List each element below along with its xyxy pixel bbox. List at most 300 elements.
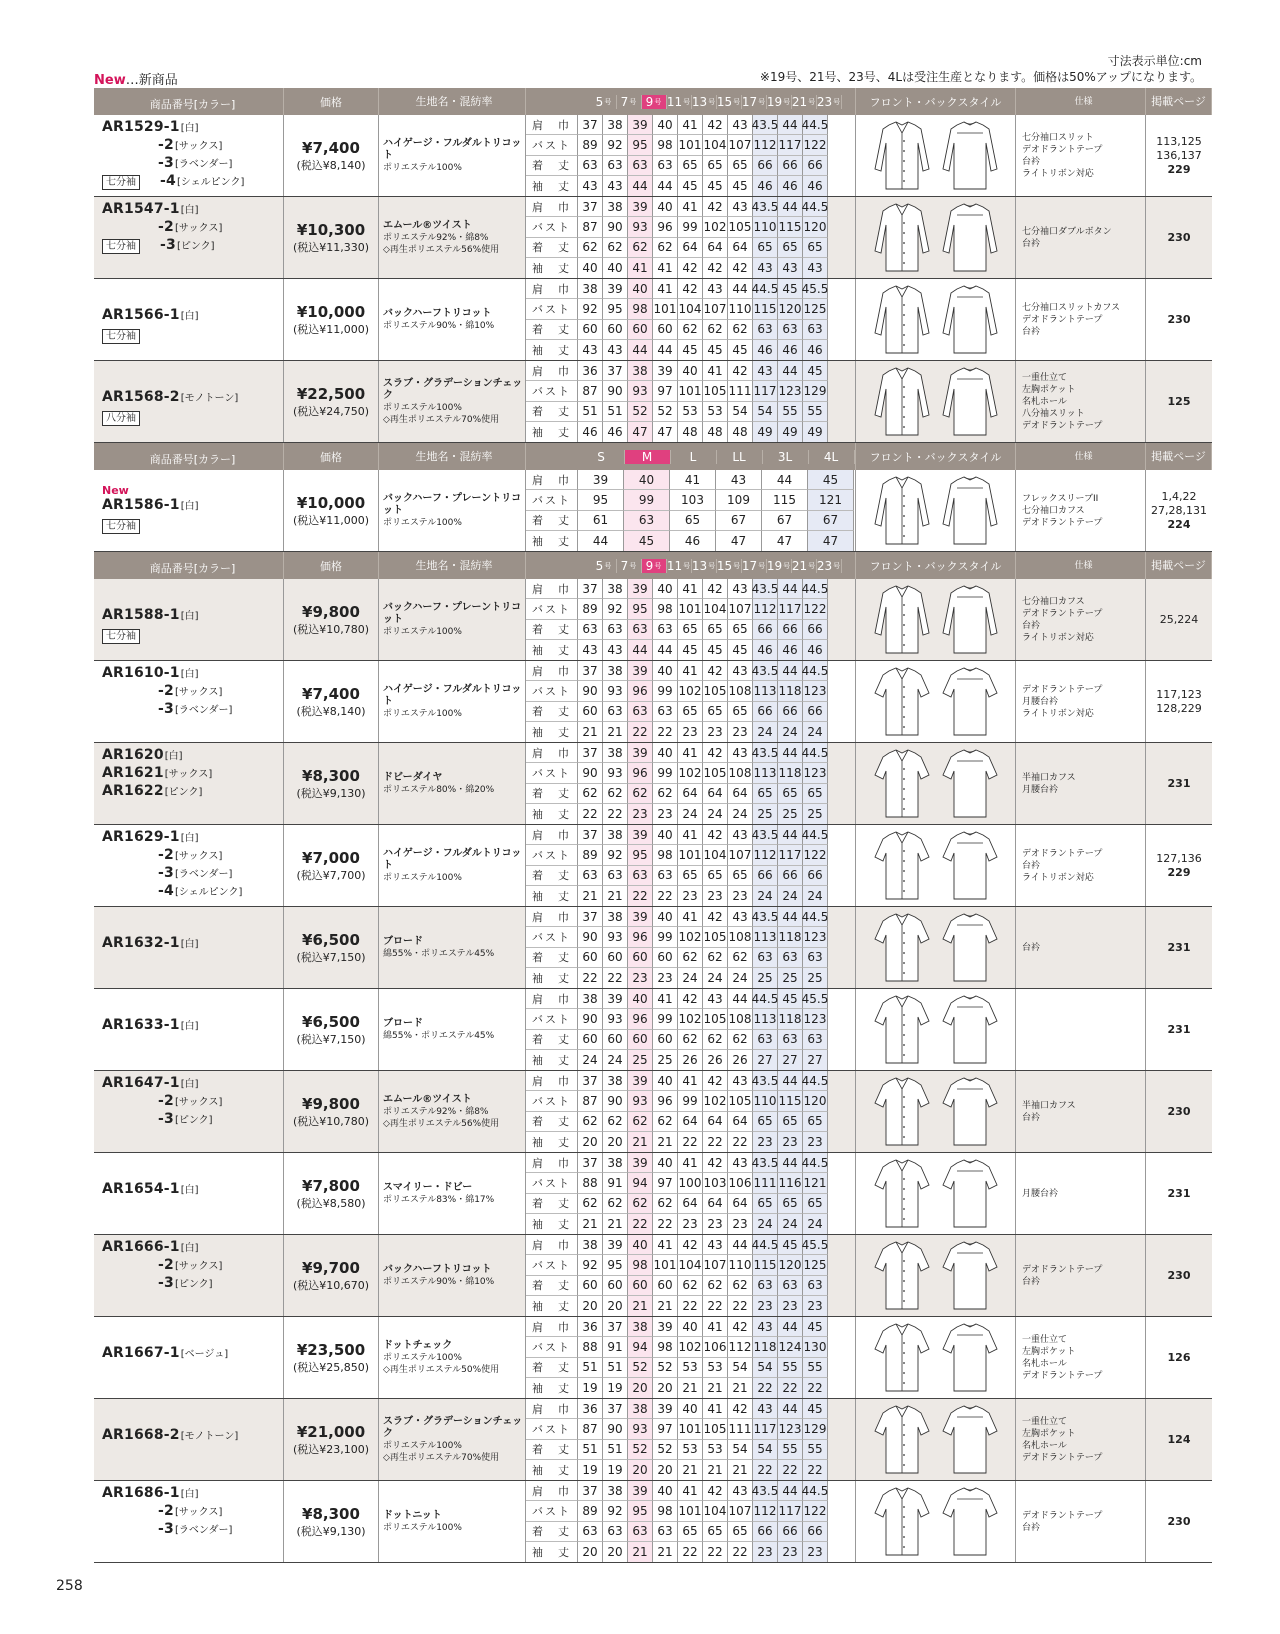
product-code: -3 <box>158 1111 174 1127</box>
spec-item: 名札ホール <box>1022 1358 1067 1369</box>
back-style-icon <box>939 1403 1001 1477</box>
size-row <box>526 845 855 865</box>
size-value: 62 <box>678 948 703 968</box>
size-value: 38 <box>628 361 653 381</box>
size-value: 90 <box>603 1419 628 1439</box>
size-value: 65 <box>678 866 703 886</box>
product-row <box>94 1153 1212 1235</box>
price-tax: (税込¥7,150) <box>296 950 366 964</box>
size-value: 107 <box>728 1501 753 1521</box>
product-code-line <box>102 389 283 407</box>
size-value: 98 <box>653 1501 678 1521</box>
size-value: 117 <box>778 135 803 155</box>
pages-cell <box>1146 361 1212 442</box>
size-value: 27 <box>753 1050 778 1070</box>
fabric-cell <box>379 1071 526 1152</box>
size-grid <box>526 361 856 442</box>
size-row <box>526 784 855 804</box>
size-value: 40 <box>678 361 703 381</box>
spec-item: ライトリボン対応 <box>1022 708 1094 719</box>
size-row <box>526 470 855 490</box>
size-grid <box>526 470 856 551</box>
size-value: 39 <box>578 470 624 490</box>
page-ref-bold: 230 <box>1167 1104 1191 1118</box>
size-suffix: 号 <box>654 561 662 570</box>
size-value: 24 <box>703 968 728 988</box>
size-value: 54 <box>753 1440 778 1460</box>
product-code: -2 <box>158 847 174 863</box>
size-value: 23 <box>728 722 753 742</box>
size-value: 90 <box>578 927 603 947</box>
size-value: 43.5 <box>753 661 778 681</box>
spec-cell <box>1016 1399 1146 1480</box>
size-value: 62 <box>578 1194 603 1214</box>
page-ref: 113,125 <box>1156 134 1202 148</box>
fabric-mix: ポリエステル80%・綿20% <box>383 784 495 795</box>
size-label: 袖 丈 <box>526 886 578 906</box>
size-suffix: 号 <box>708 561 716 570</box>
size-value: 22 <box>703 1296 728 1316</box>
fabric-name: ブロード <box>383 1017 423 1029</box>
size-value: 64 <box>678 238 703 258</box>
size-header-15: 15 号 <box>716 558 741 573</box>
size-value: 64 <box>678 1112 703 1132</box>
size-value: 44.5 <box>803 115 828 135</box>
product-code-line <box>102 1521 283 1539</box>
size-row <box>526 402 855 422</box>
fabric-cell <box>379 361 526 442</box>
size-label: 着 丈 <box>526 402 578 422</box>
size-value: 112 <box>728 1337 753 1357</box>
header-fabric: 生地名・混紡率 <box>379 88 526 115</box>
fabric-mix: ポリエステル100% <box>383 517 462 528</box>
size-value: 44 <box>778 825 803 845</box>
size-value: 39 <box>603 989 628 1009</box>
size-value: 64 <box>703 784 728 804</box>
size-header-9: 9 号 <box>642 95 667 109</box>
size-value: 23 <box>703 1214 728 1234</box>
header-style: フロント・バックスタイル <box>856 443 1016 470</box>
size-value: 62 <box>628 1194 653 1214</box>
size-value: 104 <box>703 135 728 155</box>
size-value: 90 <box>578 1009 603 1029</box>
size-value: 107 <box>728 845 753 865</box>
size-label: 袖 丈 <box>526 1050 578 1070</box>
size-value: 49 <box>753 422 778 442</box>
size-value: 113 <box>753 927 778 947</box>
size-value: 25 <box>753 968 778 988</box>
pages-cell <box>1146 1071 1212 1152</box>
size-value: 89 <box>578 135 603 155</box>
new-legend <box>94 69 178 88</box>
size-value: 39 <box>653 1399 678 1419</box>
size-value: 63 <box>628 620 653 640</box>
size-value: 37 <box>603 1317 628 1337</box>
size-value: 63 <box>803 1276 828 1296</box>
size-value: 129 <box>803 1419 828 1439</box>
size-value: 42 <box>678 279 703 299</box>
size-label: バスト <box>526 381 578 401</box>
size-value: 91 <box>603 1173 628 1193</box>
size-value: 62 <box>728 948 753 968</box>
size-value: 63 <box>578 1522 603 1542</box>
sleeve-tag: 七分袖 <box>102 519 140 534</box>
front-style-icon <box>871 747 933 821</box>
size-value: 62 <box>578 238 603 258</box>
pages-cell <box>1146 279 1212 360</box>
size-value: 65 <box>703 702 728 722</box>
size-label: バスト <box>526 1337 578 1357</box>
fabric-cell <box>379 579 526 660</box>
product-color: [白] <box>180 1079 199 1090</box>
size-value: 43.5 <box>753 579 778 599</box>
size-value: 23 <box>778 1296 803 1316</box>
size-value: 26 <box>703 1050 728 1070</box>
size-value: 122 <box>803 599 828 619</box>
size-value: 63 <box>803 1030 828 1050</box>
size-value: 62 <box>728 1276 753 1296</box>
size-value: 55 <box>778 402 803 422</box>
size-value: 44 <box>628 176 653 196</box>
product-row <box>94 1235 1212 1317</box>
size-value: 87 <box>578 1091 603 1111</box>
size-row <box>526 1050 855 1070</box>
size-value: 43 <box>603 640 628 660</box>
size-value: 95 <box>628 845 653 865</box>
size-value: 44 <box>628 340 653 360</box>
size-grid <box>526 1481 856 1562</box>
size-value: 24 <box>778 886 803 906</box>
size-label: 着 丈 <box>526 320 578 340</box>
size-label: 肩 巾 <box>526 825 578 845</box>
front-style-icon <box>871 993 933 1067</box>
size-value: 24 <box>803 886 828 906</box>
size-value: 41 <box>653 1235 678 1255</box>
page-ref-bold: 224 <box>1167 517 1191 531</box>
size-value: 44.5 <box>803 661 828 681</box>
spec-item: デオドラントテープ <box>1022 314 1103 325</box>
spec-cell <box>1016 661 1146 742</box>
size-row <box>526 176 855 196</box>
size-value: 51 <box>578 402 603 422</box>
table-header <box>94 443 1212 470</box>
size-value: 39 <box>628 1153 653 1173</box>
size-value: 42 <box>703 579 728 599</box>
product-color: [ピンク] <box>174 1279 213 1290</box>
size-label: 着 丈 <box>526 238 578 258</box>
size-value: 62 <box>603 1194 628 1214</box>
price-cell <box>284 197 379 278</box>
size-label: バスト <box>526 490 578 510</box>
size-value: 41 <box>628 258 653 278</box>
size-value: 22 <box>653 886 678 906</box>
size-value: 54 <box>753 402 778 422</box>
size-value: 39 <box>628 197 653 217</box>
fabric-cell <box>379 470 526 551</box>
size-row <box>526 927 855 947</box>
size-label: 肩 巾 <box>526 279 578 299</box>
size-value: 123 <box>803 1009 828 1029</box>
front-style-icon <box>871 201 933 275</box>
size-value: 39 <box>628 1481 653 1501</box>
size-label: バスト <box>526 1173 578 1193</box>
size-label: 着 丈 <box>526 1194 578 1214</box>
size-value: 40 <box>653 1481 678 1501</box>
size-value: 41 <box>653 989 678 1009</box>
size-value: 63 <box>653 702 678 722</box>
size-value: 63 <box>624 511 670 531</box>
size-value: 65 <box>678 1522 703 1542</box>
size-value: 36 <box>578 1399 603 1419</box>
size-value: 43 <box>578 176 603 196</box>
price: ¥7,000 <box>302 848 360 867</box>
size-header-21: 21 号 <box>791 94 816 109</box>
size-value: 42 <box>728 258 753 278</box>
spec-item: デオドラントテープ <box>1022 1264 1103 1275</box>
spec-cell <box>1016 1235 1146 1316</box>
product-code-line <box>102 1345 283 1363</box>
size-value: 42 <box>728 361 753 381</box>
size-value: 40 <box>603 258 628 278</box>
size-value: 43 <box>753 1317 778 1337</box>
size-value: 40 <box>653 1071 678 1091</box>
size-value: 60 <box>653 320 678 340</box>
size-value: 43 <box>728 115 753 135</box>
size-value: 37 <box>578 907 603 927</box>
size-row <box>526 1235 855 1255</box>
size-value: 92 <box>578 299 603 319</box>
size-suffix: 号 <box>683 97 691 106</box>
size-value: 60 <box>603 948 628 968</box>
size-value: 98 <box>628 1255 653 1275</box>
size-value: 25 <box>753 804 778 824</box>
size-value: 65 <box>728 156 753 176</box>
size-row <box>526 1030 855 1050</box>
size-grid <box>526 197 856 278</box>
fabric-mix: ポリエステル100% <box>383 1352 462 1363</box>
size-value: 63 <box>578 156 603 176</box>
size-value: 89 <box>578 599 603 619</box>
size-header-5: 5 号 <box>592 95 617 109</box>
front-style-icon <box>871 1075 933 1149</box>
size-value: 53 <box>678 1358 703 1378</box>
size-value: 43 <box>803 258 828 278</box>
size-label: バスト <box>526 135 578 155</box>
size-header-13: 13 号 <box>691 94 716 109</box>
size-value: 42 <box>703 1153 728 1173</box>
size-value: 62 <box>628 1112 653 1132</box>
size-value: 42 <box>678 989 703 1009</box>
size-row <box>526 531 855 551</box>
size-value: 40 <box>628 279 653 299</box>
size-value: 115 <box>778 217 803 237</box>
product-color: [ラベンダー] <box>174 869 233 880</box>
sleeve-tag: 七分袖 <box>102 175 140 190</box>
size-value: 42 <box>703 661 728 681</box>
product-code-line <box>102 497 283 515</box>
size-row <box>526 1440 855 1460</box>
product-code: -2 <box>158 1503 174 1519</box>
size-value: 23 <box>678 722 703 742</box>
size-label: 袖 丈 <box>526 804 578 824</box>
size-value: 25 <box>778 804 803 824</box>
order-note: ※19号、21号、23号、4Lは受注生産となります。価格は50%アップになります。 <box>759 70 1202 84</box>
size-value: 125 <box>803 1255 828 1275</box>
size-value: 44.5 <box>753 1235 778 1255</box>
size-row <box>526 1194 855 1214</box>
spec-item: 七分袖口スリットカフス <box>1022 302 1121 313</box>
price-tax: (税込¥7,150) <box>296 1032 366 1046</box>
product-code: AR1586-1 <box>102 497 180 513</box>
size-label: 肩 巾 <box>526 1481 578 1501</box>
price-tax: (税込¥8,580) <box>296 1196 366 1210</box>
product-code: -3 <box>158 865 174 881</box>
price-tax: (税込¥10,780) <box>292 1114 370 1128</box>
fabric-cell <box>379 1399 526 1480</box>
size-value: 23 <box>628 968 653 988</box>
size-value: 97 <box>653 381 678 401</box>
size-value: 63 <box>753 1030 778 1050</box>
page-ref-bold: 229 <box>1167 865 1191 879</box>
size-value: 24 <box>678 804 703 824</box>
size-value: 111 <box>728 1419 753 1439</box>
product-code-line <box>102 847 283 865</box>
size-value: 21 <box>678 1460 703 1480</box>
size-value: 101 <box>678 135 703 155</box>
size-value: 121 <box>808 490 854 510</box>
size-value: 21 <box>578 722 603 742</box>
size-value: 48 <box>728 422 753 442</box>
size-value: 91 <box>603 1337 628 1357</box>
size-value: 99 <box>624 490 670 510</box>
size-value: 43 <box>578 340 603 360</box>
price-cell <box>284 115 379 196</box>
size-value: 118 <box>753 1337 778 1357</box>
size-value: 23 <box>753 1542 778 1562</box>
fabric-name: スラブ・グラデーションチェック <box>383 1415 523 1439</box>
pages-cell <box>1146 470 1212 551</box>
size-value: 60 <box>628 948 653 968</box>
size-value: 60 <box>578 1276 603 1296</box>
size-grid <box>526 1317 856 1398</box>
table-header <box>94 88 1212 115</box>
size-value: 43 <box>728 1071 753 1091</box>
product-code: AR1629-1 <box>102 829 180 845</box>
size-value: 40 <box>678 1317 703 1337</box>
product-color: [白] <box>180 205 199 216</box>
size-value: 44 <box>778 661 803 681</box>
size-value: 63 <box>778 1030 803 1050</box>
price-cell <box>284 989 379 1070</box>
front-style-icon <box>871 474 933 548</box>
size-value: 45 <box>728 340 753 360</box>
fabric-mix: ◇再生ポリエステル56%使用 <box>383 244 500 255</box>
spec-item: デオドラントテープ <box>1022 608 1103 619</box>
fabric-mix: ◇再生ポリエステル50%使用 <box>383 1364 500 1375</box>
size-value: 23 <box>778 1542 803 1562</box>
size-value: 45 <box>728 640 753 660</box>
pages-cell <box>1146 743 1212 824</box>
fabric-cell <box>379 989 526 1070</box>
size-row <box>526 197 855 217</box>
spec-item: 台衿 <box>1022 156 1041 167</box>
product-color: [モノトーン] <box>180 1431 239 1442</box>
size-value: 42 <box>703 197 728 217</box>
front-style-icon <box>871 365 933 439</box>
size-value: 54 <box>728 1358 753 1378</box>
sleeve-tag-line <box>102 519 283 534</box>
size-suffix: 号 <box>808 561 816 570</box>
size-label: バスト <box>526 217 578 237</box>
fabric-name: ドットチェック <box>383 1339 453 1351</box>
product-row <box>94 989 1212 1071</box>
size-value: 66 <box>753 156 778 176</box>
product-code: AR1632-1 <box>102 935 180 951</box>
size-value: 43.5 <box>753 1153 778 1173</box>
spec-item: 一重仕立て <box>1022 372 1068 383</box>
product-color: [白] <box>180 939 199 950</box>
product-code: AR1621 <box>102 765 164 781</box>
size-value: 45 <box>778 989 803 1009</box>
size-value: 36 <box>578 1317 603 1337</box>
product-code: -2 <box>158 683 174 699</box>
page-ref-bold: 231 <box>1167 1022 1191 1036</box>
product-code-line <box>102 1111 283 1129</box>
size-value: 22 <box>678 1296 703 1316</box>
size-row <box>526 763 855 783</box>
size-value: 63 <box>603 1522 628 1542</box>
size-value: 20 <box>578 1296 603 1316</box>
front-style-icon <box>871 283 933 357</box>
size-value: 66 <box>778 156 803 176</box>
product-code: AR1686-1 <box>102 1485 180 1501</box>
size-value: 40 <box>653 115 678 135</box>
product-row <box>94 115 1212 197</box>
size-value: 95 <box>578 490 624 510</box>
size-value: 60 <box>628 1276 653 1296</box>
size-suffix: 号 <box>808 97 816 106</box>
size-value: 88 <box>578 1173 603 1193</box>
size-row <box>526 156 855 176</box>
product-color: [白] <box>180 1185 199 1196</box>
price-cell <box>284 1153 379 1234</box>
size-value: 43.5 <box>753 1071 778 1091</box>
product-code: AR1668-2 <box>102 1427 180 1443</box>
page-ref-bold: 231 <box>1167 940 1191 954</box>
size-value: 55 <box>778 1358 803 1378</box>
size-value: 98 <box>653 599 678 619</box>
fabric-mix: ポリエステル83%・綿17% <box>383 1194 495 1205</box>
size-value: 41 <box>653 279 678 299</box>
size-value: 66 <box>753 1522 778 1542</box>
size-suffix: 号 <box>783 561 791 570</box>
size-value: 22 <box>728 1542 753 1562</box>
price-tax: (税込¥11,000) <box>292 322 370 336</box>
size-value: 20 <box>628 1460 653 1480</box>
size-label: バスト <box>526 1419 578 1439</box>
product-color: [白] <box>180 1243 199 1254</box>
price: ¥21,000 <box>296 1422 366 1441</box>
size-suffix: 号 <box>708 97 716 106</box>
size-value: 105 <box>703 1009 728 1029</box>
size-value: 40 <box>678 1399 703 1419</box>
product-code-cell <box>94 1153 284 1234</box>
size-value: 44.5 <box>803 1153 828 1173</box>
size-row <box>526 1358 855 1378</box>
product-code: -2 <box>158 1093 174 1109</box>
size-value: 63 <box>653 620 678 640</box>
size-value: 118 <box>778 1009 803 1029</box>
